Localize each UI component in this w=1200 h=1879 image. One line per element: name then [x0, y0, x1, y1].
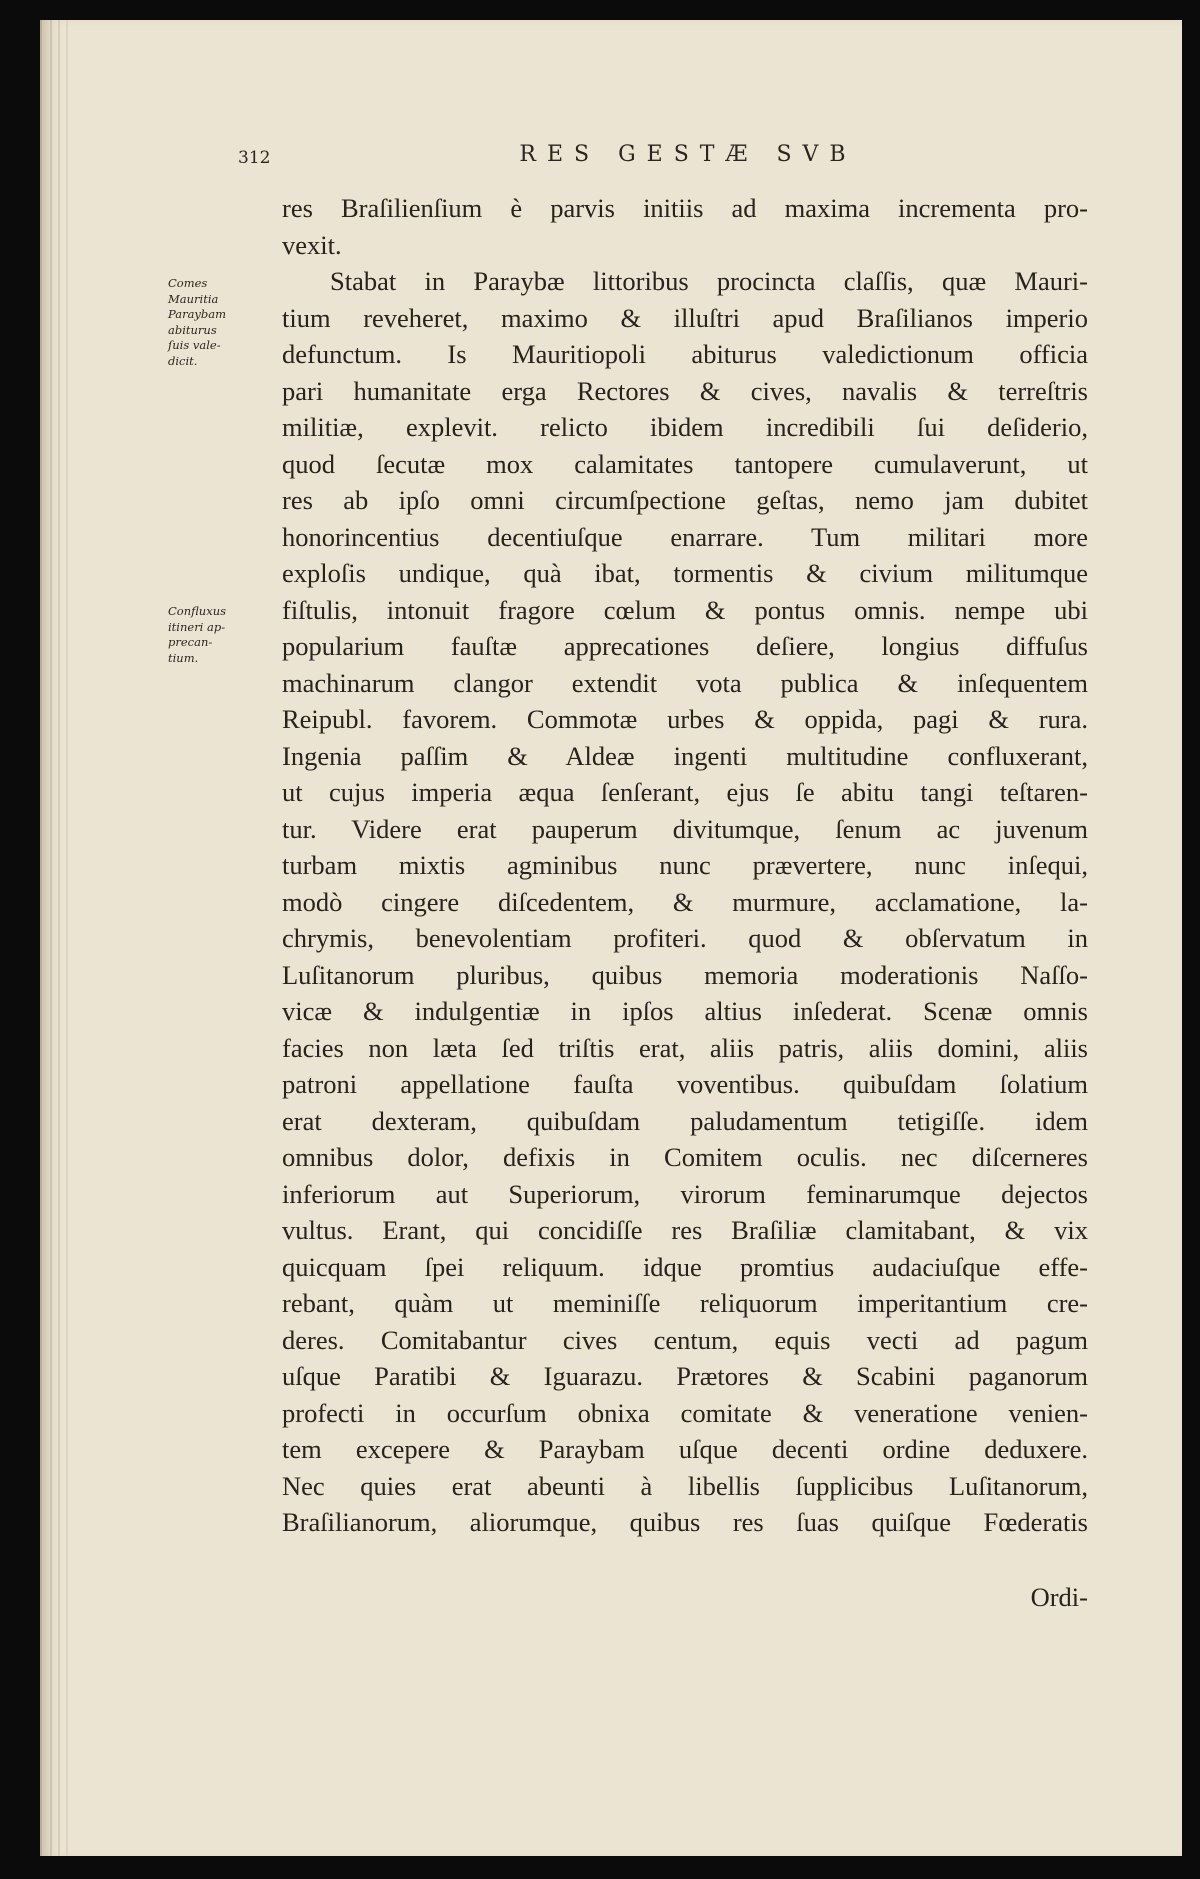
text-line: profecti in occurſum obnixa comitate & veneratione venien- [282, 1397, 1088, 1428]
text-line: exploſis undique, quà ibat, tormentis & civium militumque [282, 558, 1088, 588]
text-line: erat dexteram, quibuſdam paludamentum tetigiſſe. idem [282, 1105, 1088, 1136]
text-line: machinarum clangor extendit vota publica & inſequentem [282, 667, 1088, 698]
text-line: patroni appellatione fauſta voventibus. quibuſdam ſolatium [282, 1069, 1088, 1099]
running-head [238, 142, 1098, 172]
text-line: tium reveheret, maximo & illuſtri apud Braſilianos imperio [282, 302, 1088, 333]
text-line: inferiorum aut Superiorum, virorum feminarumque dejectos [282, 1178, 1088, 1209]
marginal-note-line: Comes [168, 276, 208, 290]
page-number: 312 [238, 148, 271, 168]
text-line: vultus. Erant, qui concidiſſe res Braſiliæ clamitabant, & vix [282, 1215, 1088, 1245]
marginal-note-line: abiturus [168, 322, 217, 337]
catchword: Ordi- [1030, 1582, 1088, 1612]
text-line: uſque Paratibi & Iguarazu. Prætores & Scabini paganorum [282, 1361, 1088, 1391]
text-line: popularium fauſtæ apprecationes deſiere, longius diffuſus [282, 631, 1088, 661]
text-line: vexit. [282, 229, 342, 260]
text-line: rebant, quàm ut meminiſſe reliquorum imperitantium cre- [282, 1288, 1088, 1318]
text-line: tem excepere & Paraybam uſque decenti ordine deduxere. [282, 1434, 1088, 1464]
marginal-note-line: dicit. [168, 353, 198, 368]
text-line: deres. Comitabantur cives centum, equis vecti ad pagum [282, 1324, 1088, 1355]
text-line: facies non læta ſed triſtis erat, aliis patris, aliis domini, aliis [282, 1032, 1088, 1063]
text-line: Reipubl. favorem. Commotæ urbes & oppida, pagi & rura. [282, 704, 1088, 734]
marginal-note-confluxus [168, 604, 252, 666]
marginal-note-line: itineri ap- [168, 619, 226, 634]
text-line: Nec quies erat abeunti à libellis ſupplicibus Luſitanorum, [282, 1470, 1088, 1501]
body-text [282, 190, 1088, 1541]
text-line: Ingenia paſſim & Aldeæ ingenti multitudine confluxerant, [282, 740, 1088, 771]
text-line: vicæ & indulgentiæ in ipſos altius inſederat. Scenæ omnis [282, 996, 1088, 1026]
text-line: ut cujus imperia æqua ſenſerant, ejus ſe abitu tangi teſtaren- [282, 777, 1088, 807]
marginal-note-line: Mauritia [168, 291, 219, 306]
marginal-note-line: Confluxus [168, 604, 226, 618]
page-edge [58, 20, 60, 1856]
text-line: quicquam ſpei reliquum. idque promtius audaciuſque effe- [282, 1251, 1088, 1282]
page-edge [66, 20, 68, 1856]
text-line: fiſtulis, intonuit fragore cœlum & pontus omnis. nempe ubi [282, 594, 1088, 625]
marginal-note-line: tium. [168, 650, 199, 665]
text-line: turbam mixtis agminibus nunc prævertere, nunc inſequi, [282, 850, 1088, 880]
marginal-note-departure [168, 276, 252, 369]
text-line: Stabat in Paraybæ littoribus procincta claſſis, quæ Mauri- [330, 266, 1088, 296]
text-line: honorincentius decentiuſque enarrare. Tum militari more [282, 521, 1088, 552]
text-line: Braſilianorum, aliorumque, quibus res ſuas quiſque Fœderatis [282, 1507, 1088, 1537]
text-line: res ab ipſo omni circumſpectione geſtas, nemo jam dubitet [282, 485, 1088, 515]
running-title: RES GESTÆ SVB [519, 142, 857, 167]
marginal-note-line: precan- [168, 635, 213, 649]
text-line: defunctum. Is Mauritiopoli abiturus valedictionum officia [282, 339, 1088, 369]
text-line: Luſitanorum pluribus, quibus memoria moderationis Naſſo- [282, 959, 1088, 990]
marginal-note-line: Paraybam [168, 307, 227, 321]
text-line: pari humanitate erga Rectores & cives, navalis & terreſtris [282, 375, 1088, 406]
text-line: tur. Videre erat pauperum divitumque, ſenum ac juvenum [282, 813, 1088, 844]
page-edge [50, 20, 52, 1856]
text-line: res Braſilienſium è parvis initiis ad maxima incrementa pro- [282, 193, 1088, 223]
text-line: quod ſecutæ mox calamitates tantopere cumulaverunt, ut [282, 448, 1088, 479]
marginal-note-line: ſuis vale- [168, 338, 221, 352]
text-line: omnibus dolor, defixis in Comitem oculis. nec diſcerneres [282, 1142, 1088, 1172]
text-line: militiæ, explevit. relicto ibidem incredibili ſui deſiderio, [282, 412, 1088, 442]
text-line: chrymis, benevolentiam profiteri. quod & obſervatum in [282, 923, 1088, 953]
text-line: modò cingere diſcedentem, & murmure, acclamatione, la- [282, 886, 1088, 917]
